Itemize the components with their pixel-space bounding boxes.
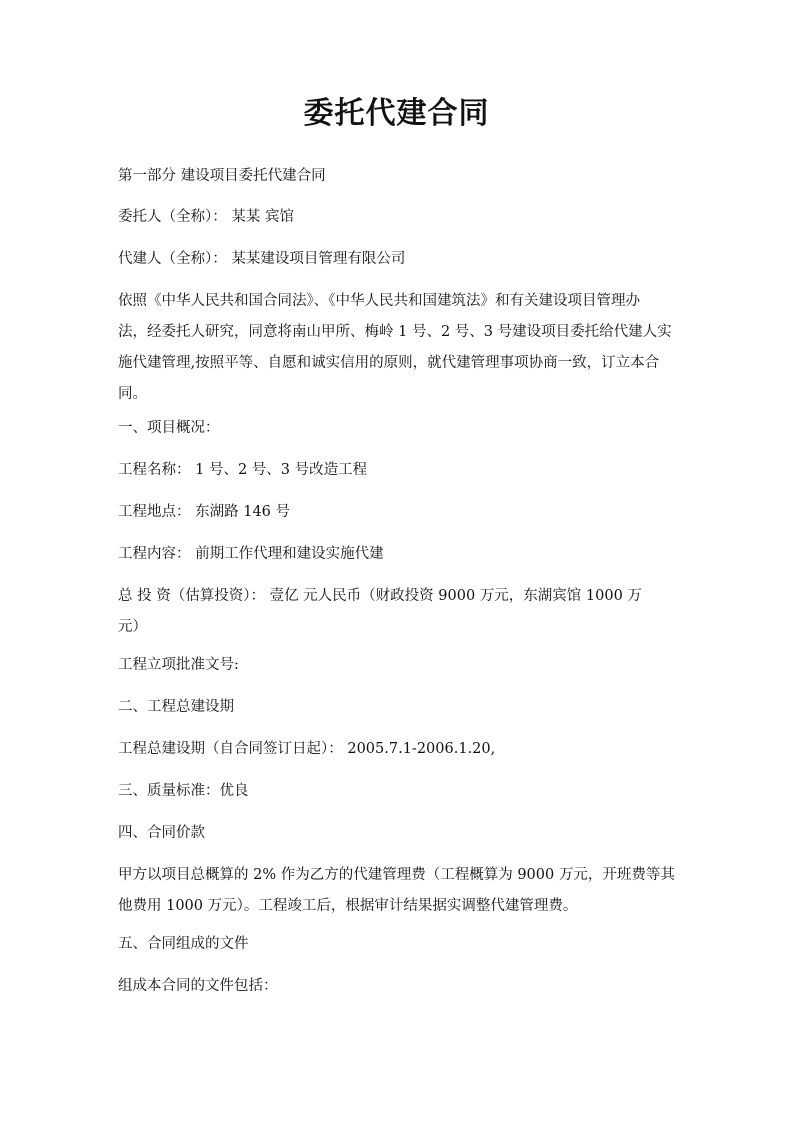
- contract-price-line: 他费用 1000 万元）。工程竣工后，根据审计结果据实调整代建管理费。: [118, 898, 578, 914]
- preamble-line: 同。: [118, 386, 147, 402]
- principal-line: 委托人（全称）： 某某 宾馆: [118, 209, 294, 225]
- section-heading-construction-period: 二、工程总建设期: [118, 699, 234, 715]
- preamble-line: 依照《中华人民共和国合同法》、《中华人民共和国建筑法》和有关建设项目管理办: [118, 293, 640, 309]
- investment-line: 总 投 资（估算投资）： 壹亿 元人民币（财政投资 9000 万元，东湖宾馆 1000 万: [118, 588, 642, 604]
- preamble-paragraph: [118, 286, 678, 410]
- project-name-line: 工程名称： 1 号、2 号、3 号改造工程: [118, 462, 368, 478]
- document-title: 委托代建合同: [303, 96, 490, 131]
- investment-line: 元）: [118, 619, 147, 635]
- approval-number-line: 工程立项批准文号:: [118, 657, 239, 673]
- contract-price-paragraph: [118, 860, 678, 922]
- contract-price-line: 甲方以项目总概算的 2% 作为乙方的代建管理费（工程概算为 9000 万元，开班费等其: [118, 867, 675, 883]
- construction-period-line: 工程总建设期（自合同签订日起）： 2005.7.1-2006.1.20,: [118, 741, 496, 757]
- section-heading-part-one: 第一部分 建设项目委托代建合同: [118, 168, 326, 184]
- project-location-line: 工程地点： 东湖路 146 号: [118, 504, 291, 520]
- total-investment-paragraph: [118, 581, 678, 643]
- agent-line: 代建人（全称）： 某某建设项目管理有限公司: [118, 251, 406, 267]
- contract-documents-intro: 组成本合同的文件包括：: [118, 978, 278, 994]
- preamble-line: 法，经委托人研究，同意将南山甲所、梅岭 1 号、2 号、3 号建设项目委托给代建人实: [118, 324, 672, 340]
- section-heading-project-overview: 一、项目概况：: [118, 420, 220, 436]
- preamble-line: 施代建管理,按照平等、自愿和诚实信用的原则，就代建管理事项协商一致，订立本合: [118, 355, 660, 371]
- section-heading-quality-standard: 三、质量标准：优良: [118, 783, 249, 799]
- section-heading-contract-price: 四、合同价款: [118, 825, 205, 841]
- section-heading-contract-documents: 五、合同组成的文件: [118, 936, 249, 952]
- project-content-line: 工程内容： 前期工作代理和建设实施代建: [118, 546, 384, 562]
